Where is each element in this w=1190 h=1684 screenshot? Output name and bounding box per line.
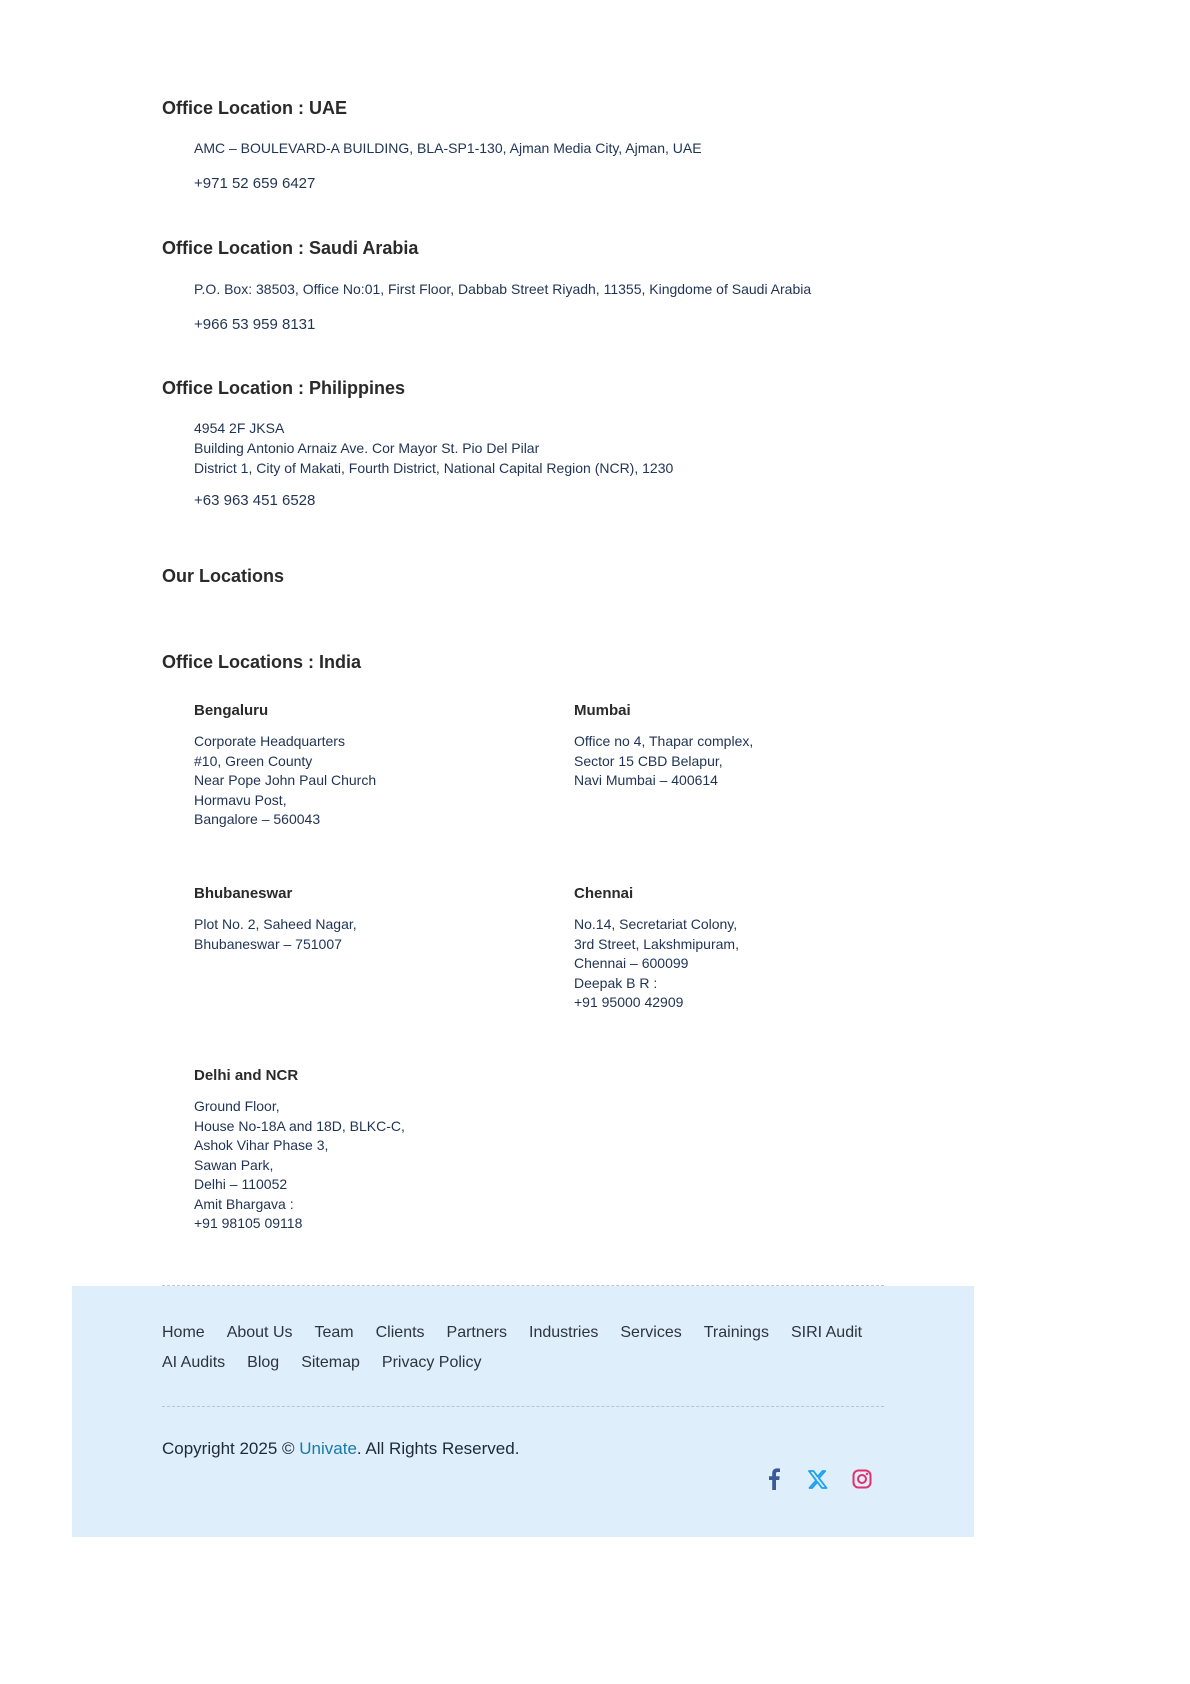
footer-link-sitemap[interactable]: Sitemap [301,1354,360,1371]
copyright-text [162,1439,519,1459]
address-line: Sawan Park, [194,1156,274,1173]
city-delhi-ncr [194,1066,534,1234]
footer-link-team[interactable]: Team [314,1324,354,1341]
contact-phone[interactable]: +91 95000 42909 [574,994,684,1010]
our-locations-heading: Our Locations [162,566,285,586]
site-footer [72,1286,974,1537]
office-uae-phone[interactable]: +971 52 659 6427 [194,175,316,192]
address-line: Chennai – 600099 [574,955,689,971]
city-name: Delhi and NCR [194,1067,299,1084]
address-line: House No-18A and 18D, BLKC-C, [194,1117,405,1134]
office-ph-section [162,376,912,509]
address-line: Bangalore – 560043 [194,811,321,827]
office-ph-address-line: 4954 2F JKSA [194,420,285,436]
footer-link-blog[interactable]: Blog [247,1354,280,1371]
instagram-icon[interactable] [850,1467,874,1491]
city-chennai [574,884,914,1013]
footer-link-services[interactable]: Services [620,1324,682,1341]
city-name: Mumbai [574,702,631,719]
brand-link[interactable]: Univate [299,1439,357,1458]
office-ksa-address: P.O. Box: 38503, Office No:01, First Floor, Dabbab Street Riyadh, 11355, Kingdome of Saudi Arabia [194,281,812,297]
contact-name: Amit Bhargava : [194,1195,294,1212]
footer-nav-row [162,1348,902,1378]
x-twitter-icon[interactable] [806,1467,830,1491]
office-uae-title: Office Location : UAE [162,98,348,118]
footer-link-clients[interactable]: Clients [375,1324,425,1341]
city-bengaluru [194,701,534,830]
office-ph-phone[interactable]: +63 963 451 6528 [194,492,316,509]
office-ksa-phone[interactable]: +966 53 959 8131 [194,316,316,333]
address-line: Ground Floor, [194,1098,280,1114]
footer-link-privacy-policy[interactable]: Privacy Policy [381,1354,482,1371]
office-ph-title: Office Location : Philippines [162,378,406,398]
footer-link-partners[interactable]: Partners [446,1324,507,1341]
city-mumbai [574,701,914,791]
city-name: Chennai [574,885,634,902]
copyright-prefix: Copyright 2025 © [162,1439,300,1458]
footer-nav [162,1318,902,1378]
social-links [762,1467,874,1491]
copyright-suffix: . All Rights Reserved. [356,1439,520,1458]
office-ph-address-line: Building Antonio Arnaiz Ave. Cor Mayor St. Pio Del Pilar [194,440,540,456]
address-line: Plot No. 2, Saheed Nagar, [194,916,357,932]
address-line: Navi Mumbai – 400614 [574,772,718,788]
footer-link-home[interactable]: Home [162,1324,205,1341]
footer-link-ai-audits[interactable]: AI Audits [162,1354,226,1371]
address-line: Office no 4, Thapar complex, [574,733,754,749]
address-line: Ashok Vihar Phase 3, [194,1137,329,1153]
footer-top-divider [162,1285,884,1286]
address-line: #10, Green County [194,752,313,769]
facebook-icon[interactable] [762,1467,786,1491]
footer-link-siri-audit[interactable]: SIRI Audit [790,1324,863,1341]
footer-divider [162,1406,884,1407]
contact-phone[interactable]: +91 98105 09118 [194,1215,303,1231]
address-line: Sector 15 CBD Belapur, [574,752,723,769]
address-line: No.14, Secretariat Colony, [574,916,738,932]
office-ksa-section [162,236,912,333]
contact-name: Deepak B R : [574,974,658,991]
footer-link-about-us[interactable]: About Us [226,1324,293,1341]
footer-nav-row [162,1318,902,1348]
address-line: Near Pope John Paul Church [194,772,377,788]
footer-link-industries[interactable]: Industries [529,1324,599,1341]
office-ph-address [194,418,673,478]
footer-link-trainings[interactable]: Trainings [703,1324,769,1341]
office-uae-address: AMC – BOULEVARD-A BUILDING, BLA-SP1-130, Ajman Media City, Ajman, UAE [194,140,702,156]
address-line: 3rd Street, Lakshmipuram, [574,935,739,952]
office-ph-address-line: District 1, City of Makati, Fourth District, National Capital Region (NCR), 1230 [194,460,674,476]
city-name: Bhubaneswar [194,885,293,902]
office-ksa-title: Office Location : Saudi Arabia [162,238,419,258]
india-locations-heading: Office Locations : India [162,652,362,672]
address-line: Bhubaneswar – 751007 [194,935,342,952]
address-line: Corporate Headquarters [194,733,345,749]
address-line: Hormavu Post, [194,791,287,808]
office-uae-section [162,96,912,192]
city-bhubaneswar [194,884,534,954]
address-line: Delhi – 110052 [194,1176,288,1192]
city-name: Bengaluru [194,702,269,719]
